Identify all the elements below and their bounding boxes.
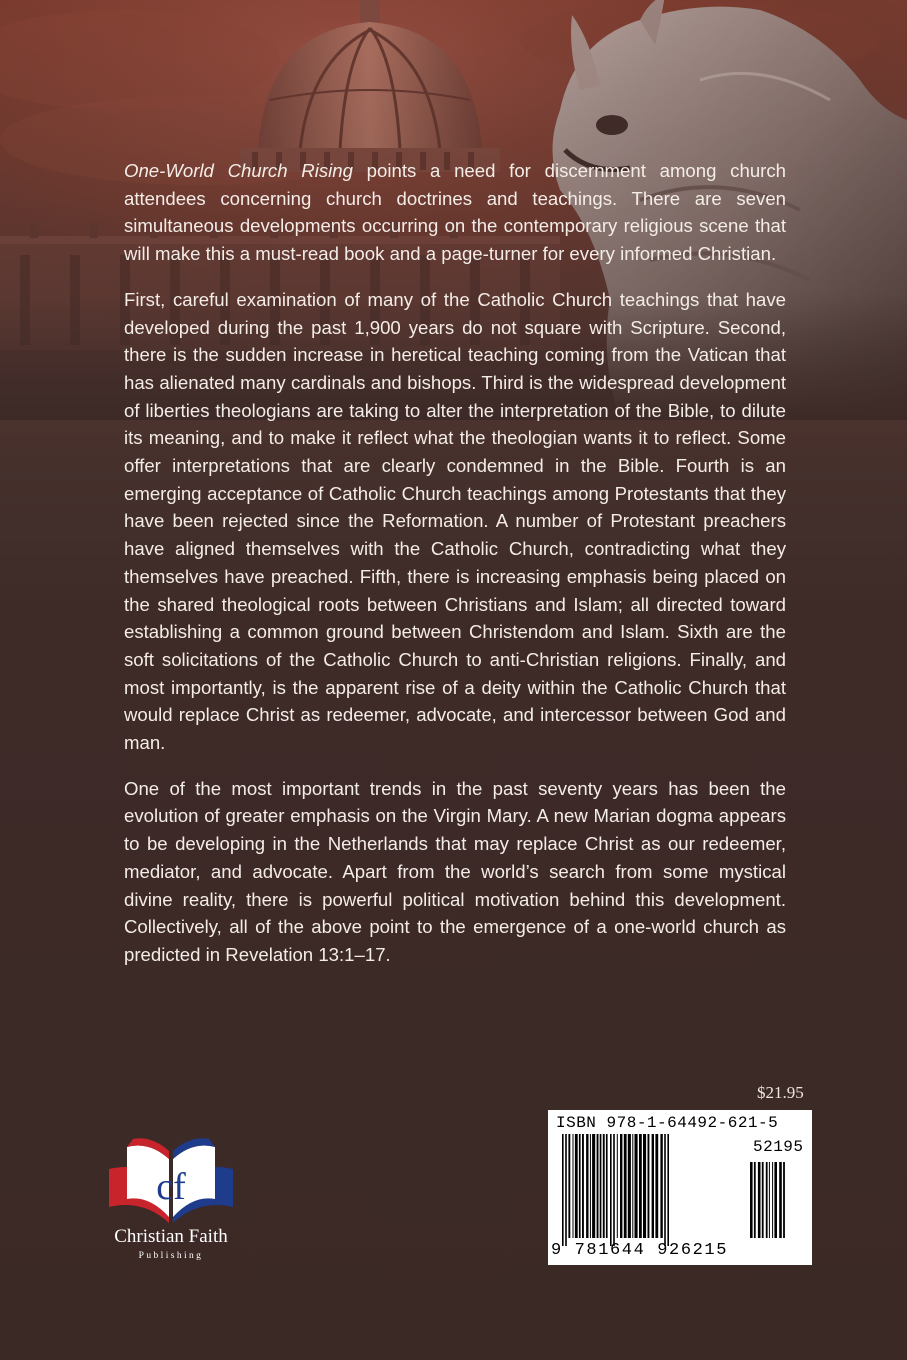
barcode-bar: [639, 1134, 642, 1238]
barcode-bar: [769, 1162, 770, 1238]
barcode-bar: [624, 1134, 627, 1238]
barcode-bar: [660, 1134, 662, 1238]
blurb-paragraph-2: First, careful examination of many of the Catholic Church teachings that have developed during the past 1,900 years do not square with Scripture. Second, there is the sudden increase in heretical teaching coming from the Vatican that has alienated many cardinals and bishops. Third is the widespread development of liberties theologians are taking to alter the interpretation of the Bible, to dilute its meaning, and to make it reflect what the theologian wants it to reflect. Some offer interpretations that are clearly condemned in the Bible. Fourth is an emerging acceptance of Catholic Church teachings among Protestants that they have been rejected since the Reformation. A number of Protestant preachers have aligned themselves with the Catholic Church, contradicting what they themselves have preached. Fifth, there is increasing emphasis being placed on the shared theological roots between Christians and Islam; all directed toward establishing a common ground between Christendom and Islam. Sixth are the soft solicitations of the Catholic Church to anti-Christian religions. Finally, and most importantly, is the apparent rise of a deity within the Catholic Church that would replace Christ as redeemer, advocate, and intercessor between God and man.: [124, 288, 786, 754]
barcode-bar: [606, 1134, 608, 1238]
barcode-bar: [628, 1134, 631, 1238]
ean-digits: 9 781644 926215: [551, 1241, 729, 1260]
barcode-bar: [620, 1134, 622, 1238]
price-label: $21.95: [757, 1083, 804, 1102]
publisher-subtitle: Publishing: [138, 1251, 204, 1261]
barcode-bar: [783, 1162, 785, 1238]
barcode-bar: [632, 1134, 633, 1238]
barcode-bar: [754, 1162, 756, 1238]
blurb-paragraph-1: [124, 157, 786, 268]
publisher-logo: [96, 1133, 246, 1273]
blurb-paragraph-3: One of the most important trends in the past seventy years has been the evolution of greater emphasis on the Virgin Mary. A new Marian dogma appears to be developing in the Netherlands that may replace Christ as our redeemer, mediator, and advocate. Apart from the world’s search from some mystical divine reality, there is powerful political motivation behind this development. Collectively, all of the above point to the emergence of a one-world church as predicted in Revelation 13:1–17.: [124, 777, 786, 965]
isbn-barcode: [548, 1110, 812, 1265]
barcode-bar: [600, 1134, 602, 1238]
barcode-bar: [597, 1134, 599, 1238]
barcode-bar: [643, 1134, 646, 1238]
book-title: One-World Church Rising: [124, 160, 353, 181]
logo-letters: cf: [156, 1166, 186, 1208]
price-code: 52195: [753, 1138, 804, 1156]
barcode-bar: [590, 1134, 591, 1238]
barcode-bar: [667, 1134, 669, 1246]
barcode-bar: [762, 1162, 764, 1238]
barcode-bar: [573, 1134, 574, 1238]
barcode-bar: [586, 1134, 588, 1238]
barcode-bar: [575, 1134, 578, 1238]
barcode-bar: [772, 1162, 773, 1238]
barcode-bar: [565, 1134, 567, 1246]
barcode-bar: [766, 1162, 768, 1238]
barcode-bar: [758, 1162, 761, 1238]
barcode-bar: [579, 1134, 581, 1238]
barcode-bar: [568, 1134, 570, 1238]
barcode-bar: [750, 1162, 753, 1238]
barcode-bar: [582, 1134, 584, 1238]
barcode-bar: [648, 1134, 650, 1238]
barcode-bar: [655, 1134, 658, 1238]
barcode-bar: [664, 1134, 666, 1246]
barcode-bar: [592, 1134, 595, 1238]
isbn-number: ISBN 978-1-64492-621-5: [556, 1114, 779, 1132]
barcode-bar: [610, 1134, 612, 1246]
barcode-bar: [635, 1134, 638, 1238]
barcode-bar: [617, 1134, 618, 1238]
barcode-bar: [562, 1134, 564, 1246]
blurb-paragraph-1-text: points a need for discernment among church attendees concerning church doctrines and teachings. There are seven simultaneous developments occurring on the contemporary religious scene that will make this a must-read book and a page-turner for every informed Christian.: [124, 160, 786, 265]
barcode-bar: [652, 1134, 654, 1238]
barcode-bar: [774, 1162, 777, 1238]
barcode-bar: [613, 1134, 615, 1246]
barcode-bar: [779, 1162, 782, 1238]
publisher-name: Christian Faith: [114, 1226, 228, 1247]
book-icon: [103, 1133, 239, 1225]
back-cover-blurb: [124, 157, 786, 987]
barcode-bar: [603, 1134, 605, 1238]
